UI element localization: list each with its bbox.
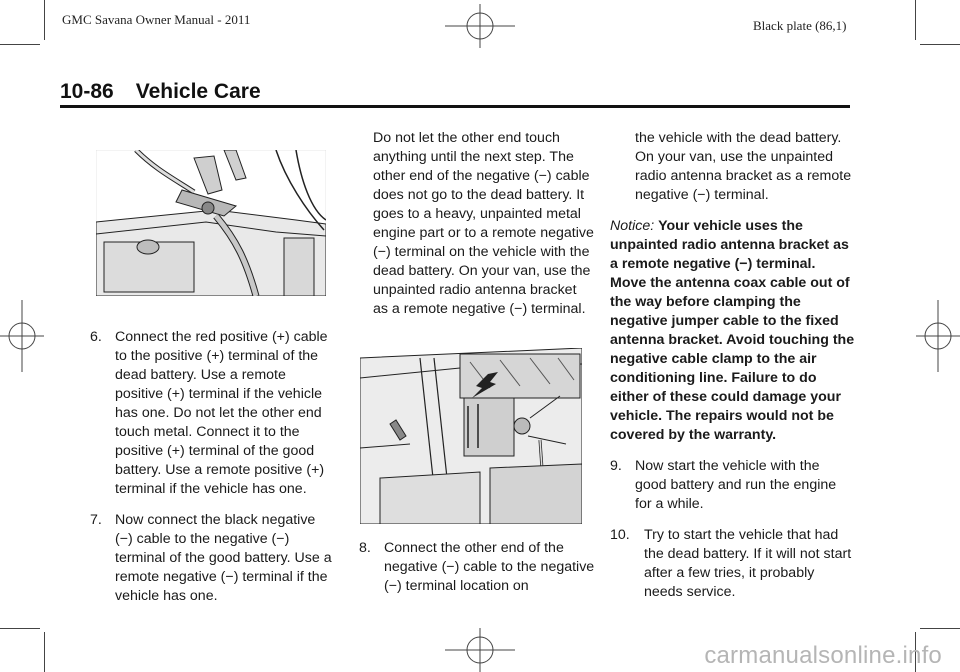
- step-number: 10.: [610, 527, 630, 543]
- step-number: 6.: [90, 329, 102, 345]
- crop-mark: [920, 44, 960, 45]
- column-2: [373, 129, 595, 331]
- step-text: Connect the red positive (+) cable to the positive (+) terminal of the dead battery. Use a remote positive (+) terminal if the vehicle has one. Do not let the other end touch metal. Connect it to the positive (+) terminal of the good battery. Use a remote positive (+) terminal if the vehicle has one.: [115, 329, 328, 497]
- engine-compartment-illustration: [360, 348, 582, 524]
- crop-mark: [915, 0, 916, 40]
- step-6: [90, 328, 335, 499]
- step-text: Try to start the vehicle that had the dead battery. If it will not start after a few tries, it probably needs service.: [644, 527, 852, 600]
- step-number: 8.: [359, 540, 371, 556]
- crop-mark: [0, 44, 40, 45]
- crop-mark: [920, 628, 960, 629]
- column-2-lower: [359, 539, 595, 608]
- step-8-continued: the vehicle with the dead battery. On your van, use the unpainted radio antenna bracket as a remote negative (−) terminal.: [635, 130, 852, 203]
- crop-mark: [0, 628, 40, 629]
- crop-mark: [44, 632, 45, 672]
- step-text: Now connect the black negative (−) cable to the negative (−) terminal of the good battery. Use a remote negative (−) terminal if the vehicle has one.: [115, 512, 332, 604]
- registration-top-icon: [445, 4, 515, 48]
- section-title: Vehicle Care: [135, 80, 261, 103]
- notice-text: Your vehicle uses the unpainted radio antenna bracket as a remote negative (−) terminal. Move the antenna coax cable out of the way before clamping the negative jumper cable to the fixed antenna bracket. Avoid touching the negative cable clamp to the air conditioning line. Failure to do either of these could damage your vehicle. The repairs would not be covered by the warranty.: [610, 218, 855, 443]
- battery-clamp-illustration: [96, 150, 326, 296]
- step-number: 7.: [90, 512, 102, 528]
- notice-paragraph: [610, 217, 855, 445]
- plate-label: Black plate (86,1): [753, 18, 847, 33]
- step-7: [90, 511, 335, 606]
- registration-left-icon: [0, 300, 44, 372]
- watermark: carmanualsonline.info: [704, 642, 942, 669]
- instruction-paragraph: Do not let the other end touch anything until the next step. The other end of the negative (−) cable does not go to the dead battery. It goes to a heavy, unpainted metal engine part or to a remote negative (−) terminal on the vehicle with the dead battery. On your van, use the unpainted radio antenna bracket as a remote negative (−) terminal.: [373, 130, 594, 317]
- registration-bottom-icon: [445, 628, 515, 672]
- title-rule: [60, 105, 850, 108]
- step-8: [359, 539, 595, 596]
- notice-label: Notice:: [610, 218, 655, 234]
- registration-right-icon: [916, 300, 960, 372]
- step-text: Now start the vehicle with the good battery and run the engine for a while.: [635, 458, 837, 512]
- column-1: [90, 328, 335, 618]
- crop-mark: [44, 0, 45, 40]
- page-title: [60, 80, 261, 104]
- page-number: 10-86: [60, 80, 114, 103]
- step-10: [610, 526, 855, 602]
- step-number: 9.: [610, 458, 622, 474]
- step-text: Connect the other end of the negative (−) cable to the negative (−) terminal location on: [384, 540, 595, 594]
- manual-title: GMC Savana Owner Manual - 2011: [62, 12, 251, 27]
- column-3: [610, 129, 855, 614]
- step-9: [610, 457, 855, 514]
